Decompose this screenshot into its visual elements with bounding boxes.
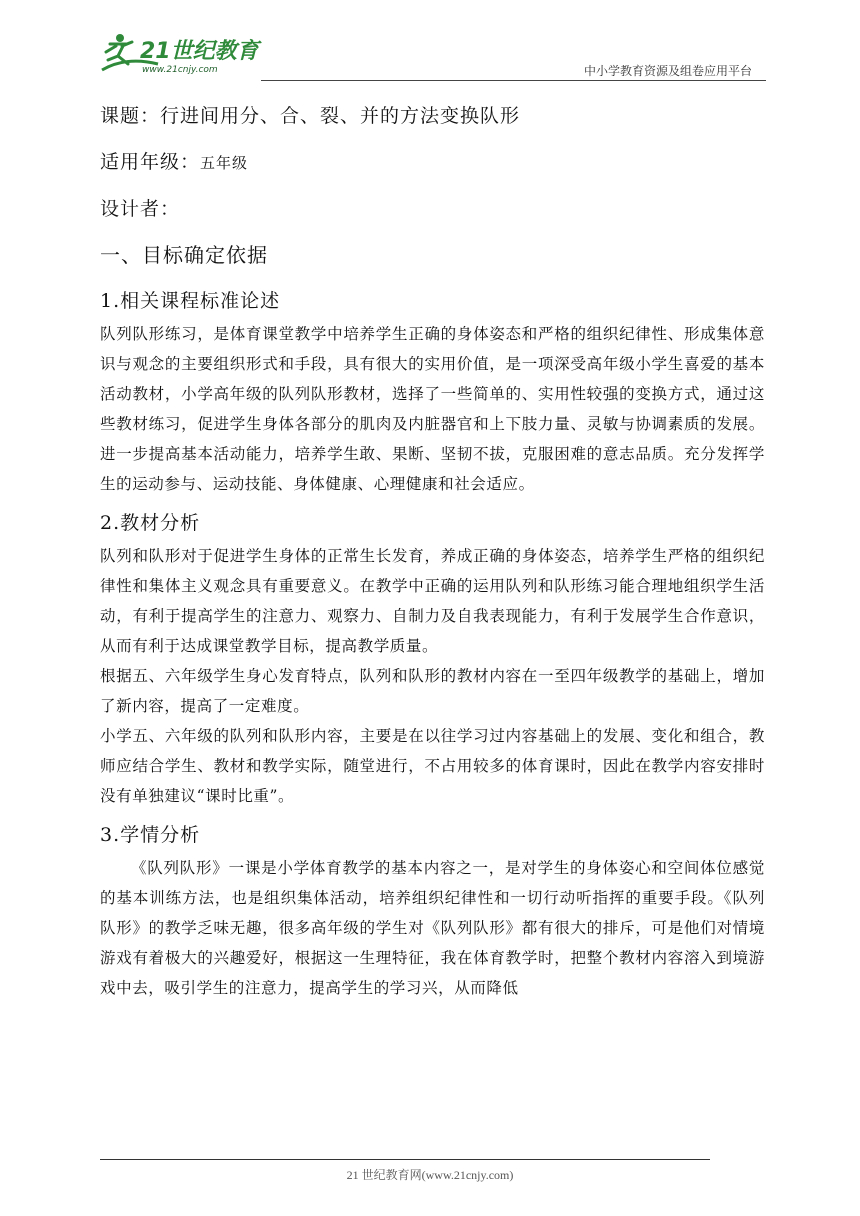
subheading-materials: 2.教材分析 (100, 512, 201, 534)
site-logo (96, 30, 266, 78)
page-header (96, 30, 766, 80)
subheading-standards: 1.相关课程标准论述 (100, 290, 281, 312)
grade-line (100, 150, 765, 175)
svg-text:21世纪教育: 21世纪教育 (140, 39, 259, 64)
grade-label: 适用年级： (100, 151, 201, 173)
paragraph-standards: 队列队形练习，是体育课堂教学中培养学生正确的身体姿态和严格的组织纪律性、形成集体意识与观念的主要组织形式和手段，具有很大的实用价值，是一项深受高年级小学生喜爱的基本活动教材，小学高年级的队列队形教材，选择了一些简单的、实用性较强的变换方式，通过这些教材练习，促进学生身体各部分的肌肉及内脏器官和上下肢力量、灵敏与协调素质的发展。进一步提高基本活动能力，培养学生敢、果断、坚韧不拔，克服困难的意志品质。充分发挥学生的运动参与、运动技能、身体健康、心理健康和社会适应。 (100, 325, 765, 493)
svg-text:www.21cnjy.com: www.21cnjy.com (142, 65, 218, 75)
title-line (100, 104, 765, 128)
paragraph-materials-2: 根据五、六年级学生身心发育特点，队列和队形的教材内容在一至四年级教学的基础上，增加了新内容，提高了一定难度。 (100, 667, 765, 715)
grade-value: 五年级 (200, 154, 249, 172)
document-body (100, 104, 765, 1003)
footer-divider (100, 1159, 710, 1160)
paragraph-students: 《队列队形》一课是小学体育教学的基本内容之一，是对学生的身体姿心和空间体位感觉的基本训练方法，也是组织集体活动，培养组织纪律性和一切行动听指挥的重要手段。《队列队形》的教学乏味无趣，很多高年级的学生对《队列队形》都有很大的排斥，可是他们对情境游戏有着极大的兴趣爱好，根据这一生理特征，我在体育教学时，把整个教材内容溶入到境游戏中去，吸引学生的注意力，提高学生的学习兴，从而降低 (100, 859, 765, 997)
header-divider (261, 80, 766, 81)
paragraph-materials-3: 小学五、六年级的队列和队形内容，主要是在以往学习过内容基础上的发展、变化和组合，教师应结合学生、教材和教学实际，随堂进行，不占用较多的体育课时，因此在教学内容安排时没有单独建议“课时比重”。 (100, 727, 765, 805)
title-label: 课题： (100, 105, 161, 127)
section-heading-1: 一、目标确定依据 (100, 243, 268, 267)
paragraph-materials-1: 队列和队形对于促进学生身体的正常生长发育，养成正确的身体姿态，培养学生严格的组织纪律性和集体主义观念具有重要意义。在教学中正确的运用队列和队形练习能合理地组织学生活动，有利于提高学生的注意力、观察力、自制力及自我表现能力，有利于发展学生合作意识，从而有利于达成课堂教学目标，提高教学质量。 (100, 547, 765, 655)
platform-name: 中小学教育资源及组卷应用平台 (583, 64, 752, 78)
subheading-students: 3.学情分析 (100, 824, 201, 846)
title-value: 行进间用分、合、裂、并的方法变换队形 (160, 105, 521, 127)
designer-line: 设计者： (100, 198, 181, 220)
page-footer: 21 世纪教育网(www.21cnjy.com) (346, 1168, 514, 1182)
